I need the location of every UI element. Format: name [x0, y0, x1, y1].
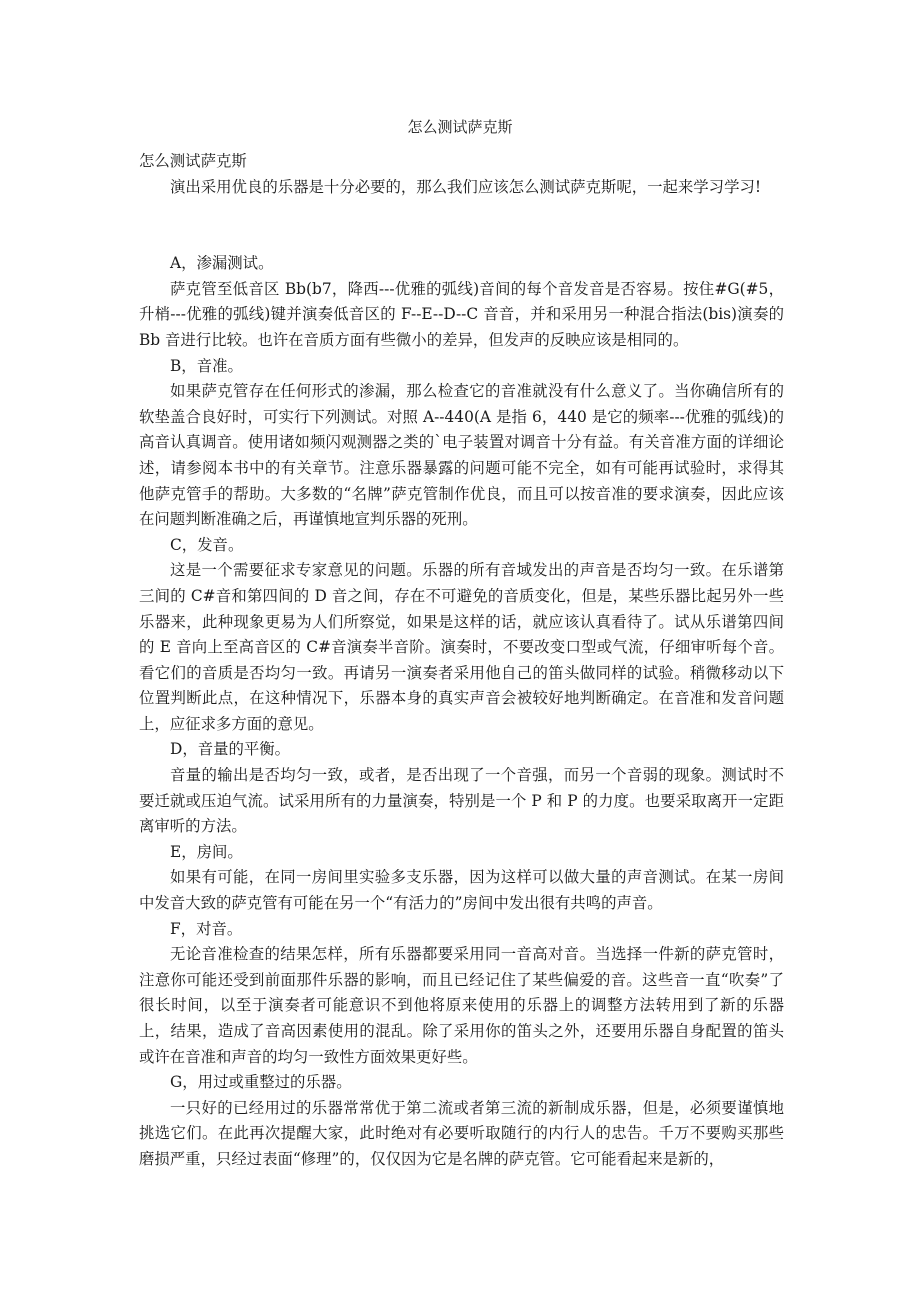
- section-body-f: 无论音准检查的结果怎样，所有乐器都要采用同一音高对音。当选择一件新的萨克管时，注意你可能还受到前面那件乐器的影响，而且已经记住了某些偏爱的音。这些音一直“吹奏”了很长时间，以至于演奏者可能意识不到他将原来使用的乐器上的调整方法转用到了新的乐器上，结果，造成了音高因素使用的混乱。除了采用你的笛头之外，还要用乐器自身配置的笛头或许在音准和声音的均匀一致性方面效果更好些。: [139, 945, 784, 1066]
- section-body-d: 音量的输出是否均匀一致，或者，是否出现了一个音强，而另一个音弱的现象。测试时不要迁就或压迫气流。试采用所有的力量演奏，特别是一个 P 和 P 的力度。也要采取离开一定距离审听的方法。: [139, 766, 784, 836]
- document-subtitle: 怎么测试萨克斯: [139, 152, 247, 170]
- section-heading-c: C，发音。: [170, 535, 244, 554]
- section-heading-f: F，对音。: [170, 919, 243, 938]
- intro-paragraph: 演出采用优良的乐器是十分必要的，那么我们应该怎么测试萨克斯呢，一起来学习学习!: [170, 177, 762, 196]
- section-heading-e: E，房间。: [170, 842, 243, 861]
- document-title: 怎么测试萨克斯: [407, 118, 513, 136]
- blank-space: [139, 200, 784, 251]
- section-heading-a: A，渗漏测试。: [170, 254, 274, 273]
- section-body-b: 如果萨克管存在任何形式的渗漏，那么检查它的音准就没有什么意义了。当你确信所有的软垫盖合良好时，可实行下列测试。对照 A--440(A 是指 6，440 是它的频率---优雅的弧线)的高音认真调音。使用诸如频闪观测器之类的`电子装置对调音十分有益。有关音准方面的详细论述，请参阅本书中的有关章节。注意乐器暴露的问题可能不完全，如有可能再试验时，求得其他萨克管手的帮助。大多数的“名牌”萨克管制作优良，而且可以按音准的要求演奏，因此应该在问题判断准确之后，再谨慎地宣判乐器的死刑。: [139, 382, 784, 529]
- document-body: [139, 149, 784, 1173]
- section-body-c: 这是一个需要征求专家意见的问题。乐器的所有音域发出的声音是否均匀一致。在乐谱第三间的 C#音和第四间的 D 音之间，存在不可避免的音质变化，但是，某些乐器比起另外一些乐器来，此种现象更易为人们所察觉，如果是这样的话，就应该认真看待了。试从乐谱第四间的 E 音向上至高音区的 C#音演奏半音阶。演奏时，不要改变口型或气流，仔细审听每个音。看它们的音质是否均匀一致。再请另一演奏者采用他自己的笛头做同样的试验。稍微移动以下位置判断此点，在这种情况下，乐器本身的真实声音会被较好地判断确定。在音准和发音问题上，应征求多方面的意见。: [139, 561, 784, 733]
- section-heading-b: B，音准。: [170, 356, 243, 375]
- section-body-e: 如果有可能，在同一房间里实验多支乐器，因为这样可以做大量的声音测试。在某一房间中发音大致的萨克管有可能在另一个“有活力的”房间中发出很有共鸣的声音。: [139, 868, 784, 913]
- section-heading-g: G，用过或重整过的乐器。: [170, 1073, 352, 1092]
- section-body-g: 一只好的已经用过的乐器常常优于第二流或者第三流的新制成乐器，但是，必须要谨慎地挑选它们。在此再次提醒大家，此时绝对有必要听取随行的内行人的忠告。千万不要购买那些磨损严重，只经过表面“修理”的，仅仅因为它是名牌的萨克管。它可能看起来是新的，: [139, 1098, 784, 1168]
- section-body-a: 萨克管至低音区 Bb(b7，降西---优雅的弧线)音间的每个音发音是否容易。按住#G(#5，升梢---优雅的弧线)键并演奏低音区的 F--E--D--C 音音，并和采用另一种混合指法(bis)演奏的 Bb 音进行比较。也许在音质方面有些微小的差异，但发声的反映应该是相同的。: [139, 279, 784, 349]
- section-heading-d: D，音量的平衡。: [170, 740, 291, 759]
